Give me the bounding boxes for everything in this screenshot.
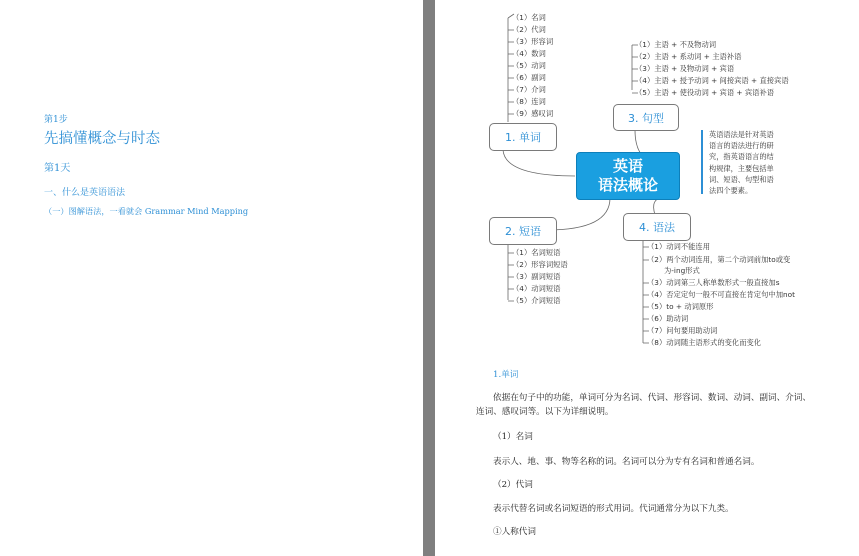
word-item: （6）副词 bbox=[512, 73, 546, 82]
phrase-item: （4）动词短语 bbox=[512, 284, 561, 293]
chapter-title: 先搞懂概念与时态 bbox=[44, 131, 160, 147]
pronoun-description: 表示代替名词或名词短语的形式用词。代词通常分为以下九类。 bbox=[493, 504, 734, 514]
word-item: （4）数词 bbox=[512, 49, 546, 58]
sentence-item: （2）主语 + 系动词 + 主语补语 bbox=[635, 52, 742, 61]
word-section-heading: 1.单词 bbox=[493, 370, 519, 380]
grammar-item: （8）动词随主语形式的变化而变化 bbox=[647, 338, 762, 347]
pronoun-heading: （2）代词 bbox=[493, 480, 533, 490]
grammar-item: （7）问句要用助动词 bbox=[647, 326, 718, 335]
word-item: （1）名词 bbox=[512, 13, 546, 22]
grammar-item: （5）to + 动词原形 bbox=[647, 302, 714, 311]
grammar-item-continued: 为-ing形式 bbox=[664, 266, 700, 275]
left-page bbox=[0, 0, 423, 556]
sentence-item: （3）主语 + 及物动词 + 宾语 bbox=[635, 64, 735, 73]
word-item: （5）动词 bbox=[512, 61, 546, 70]
center-line-1: 英语 bbox=[612, 157, 643, 175]
note-line: 词、短语、句型和语 bbox=[709, 174, 774, 184]
word-item: （9）感叹词 bbox=[512, 109, 554, 118]
grammar-item: （2）两个动词连用，第二个动词前加to或变 bbox=[647, 255, 791, 264]
sentence-item: （5）主语 + 使役动词 + 宾语 + 宾语补语 bbox=[635, 88, 775, 97]
section-heading: 一、什么是英语语法 bbox=[44, 188, 126, 198]
step-label: 第1步 bbox=[44, 115, 68, 125]
note-line: 法四个要素。 bbox=[709, 186, 753, 196]
note-line: 语言的语法进行的研 bbox=[709, 141, 774, 151]
word-node: 1. 单词 bbox=[489, 123, 557, 151]
noun-description: 表示人、地、事、物等名称的词。名词可以分为专有名词和普通名词。 bbox=[493, 457, 760, 467]
phrase-item: （5）介词短语 bbox=[512, 296, 561, 305]
phrase-item: （1）名词短语 bbox=[512, 248, 561, 257]
mindmap-center-node bbox=[576, 152, 680, 200]
noun-heading: （1）名词 bbox=[493, 432, 533, 442]
note-line: 究，指英语语言的结 bbox=[709, 152, 774, 162]
day-label: 第1天 bbox=[44, 163, 71, 174]
phrase-item: （3）副词短语 bbox=[512, 272, 561, 281]
grammar-item: （3）动词第三人称单数形式一般直接加s bbox=[647, 278, 780, 287]
sentence-node: 3. 句型 bbox=[613, 104, 679, 131]
word-item: （2）代词 bbox=[512, 25, 546, 34]
word-item: （3）形容词 bbox=[512, 37, 554, 46]
right-page bbox=[435, 0, 859, 556]
grammar-item: （1）动词不能连用 bbox=[647, 242, 711, 251]
sentence-item: （1）主语 + 不及物动词 bbox=[635, 40, 717, 49]
center-line-2: 语法概论 bbox=[597, 176, 658, 194]
word-item: （7）介词 bbox=[512, 85, 546, 94]
subsection-heading: （一）图解语法，一看就会 Grammar Mind Mapping bbox=[44, 206, 249, 216]
note-line: 英语语法是针对英语 bbox=[709, 130, 774, 139]
sentence-item: （4）主语 + 授予动词 + 间接宾语 + 直接宾语 bbox=[635, 76, 789, 85]
phrase-node: 2. 短语 bbox=[489, 217, 557, 245]
note-line: 构规律，主要包括单 bbox=[709, 163, 774, 173]
paragraph-line: 依据在句子中的功能，单词可分为名词、代词、形容词、数词、动词、副词、介词、 bbox=[493, 393, 811, 403]
personal-pronoun-heading: ①人称代词 bbox=[493, 527, 536, 537]
paragraph-line: 连词、感叹词等。以下为详细说明。 bbox=[476, 407, 614, 417]
phrase-item: （2）形容词短语 bbox=[512, 260, 568, 269]
word-item: （8）连词 bbox=[512, 97, 546, 106]
grammar-item: （4）否定定句一般不可直接在肯定句中加not bbox=[647, 290, 795, 299]
grammar-node: 4. 语法 bbox=[623, 213, 691, 241]
mindmap-note bbox=[709, 129, 809, 196]
grammar-item: （6）助动词 bbox=[647, 314, 689, 323]
